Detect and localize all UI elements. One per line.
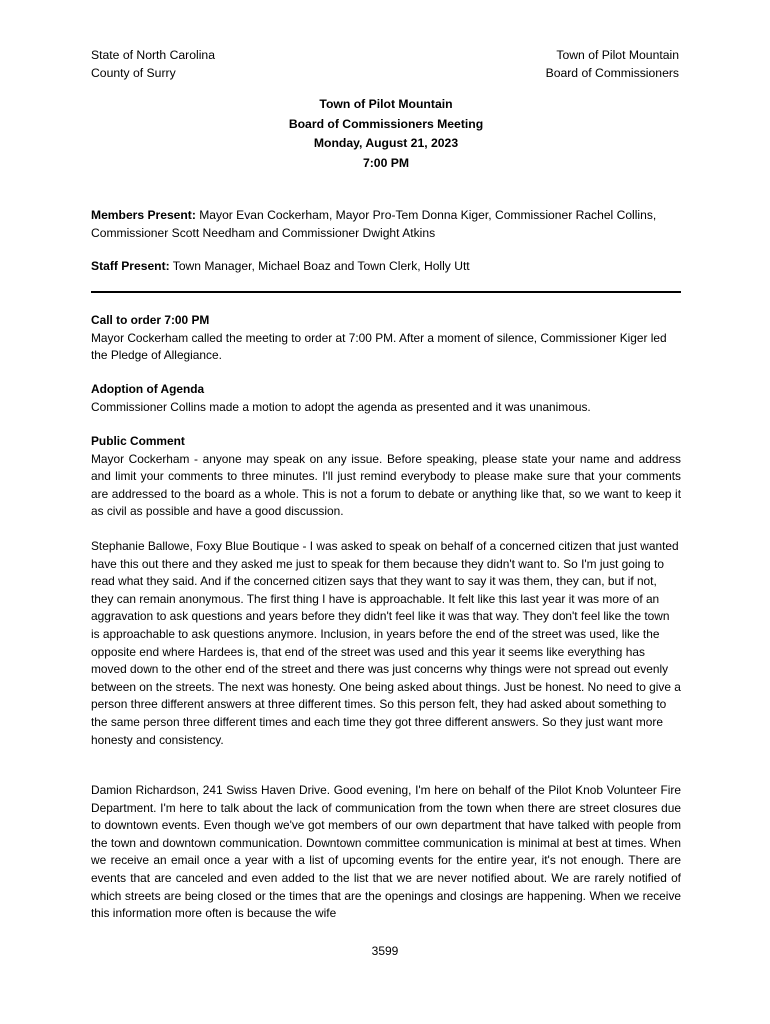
ballowe-text: Stephanie Ballowe, Foxy Blue Boutique - I was asked to speak on behalf of a concerned citizen that just wanted have this out there and they asked me just to speak for them because they didn't want to. So I'm just going to read what they said. And if the concerned citizen says that they want to say it was them, they can, but if not, they can remain anonymous. The first thing I have is approachable. It felt like this last year it was more of an aggravation to ask questions and years before they didn't feel like it was that way. They don't feel like the town is approachable to ask questions anymore. Inclusion, in years before the end of the street was used, like the opposite end where Hardees is, that end of the street was used and this year it seems like everything has moved down to the other end of the street and there was just concerns why things were not spread out evenly between on the streets. The next was honesty. One being asked about things. Just be honest. No need to give a person three different answers at three different times. So this person felt, they had asked about something to the same person three different times and each time they got three different answers. So they just want more honesty and consistency. (91, 539, 681, 747)
title-date: Monday, August 21, 2023 (313, 136, 459, 150)
board-line: Board of Commissioners (545, 66, 679, 80)
comment-ballowe (91, 538, 681, 749)
staff-label: Staff Present: (91, 259, 170, 273)
header-right (546, 46, 679, 82)
title-meeting: Board of Commissioners Meeting (288, 116, 484, 131)
page-number: 3599 (371, 944, 399, 958)
meeting-title (91, 95, 681, 173)
members-text: Mayor Evan Cockerham, Mayor Pro-Tem Donna Kiger, Commissioner Rachel Collins, Commissioner Scott Needham and Commissioner Dwight Atkins (91, 208, 657, 240)
agenda-heading: Adoption of Agenda (91, 382, 205, 396)
comment-richardson (91, 782, 681, 923)
staff-text: Town Manager, Michael Boaz and Town Clerk, Holly Utt (169, 259, 470, 273)
section-adoption-of-agenda (91, 381, 681, 416)
title-time: 7:00 PM (362, 155, 410, 170)
richardson-text: Damion Richardson, 241 Swiss Haven Drive. Good evening, I'm here on behalf of the Pilot Knob Volunteer Fire Department. I'm here to talk about the lack of communication from the town when there are street closures due to downtown events. Even though we've got members of our own department that have talked with people from the town and downtown communication. Downtown committee communication is minimal at best at times. When we receive an email once a year with a list of upcoming events for the entire year, it's not enough. There are events that are canceled and even added to the list that we are never notified about. We are rarely notified of which streets are being closed or the times that are the openings and closings are happening. When we receive this information more often is because the wife (91, 783, 681, 921)
public-comment-text: Mayor Cockerham - anyone may speak on any issue. Before speaking, please state your name and address and limit your comments to three minutes. I'll just remind everybody to please make sure that your comments are addressed to the board as a whole. This is not a forum to debate or anything like that, so we want to keep it as civil as possible and have a good discussion. (91, 451, 681, 519)
public-comment-heading: Public Comment (91, 434, 185, 448)
call-to-order-heading: Call to order 7:00 PM (91, 313, 210, 327)
call-to-order-text: Mayor Cockerham called the meeting to order at 7:00 PM. After a moment of silence, Commissioner Kiger led the Pledge of Allegiance. (91, 330, 667, 363)
town-line: Town of Pilot Mountain (556, 48, 679, 62)
state-line: State of North Carolina (91, 48, 215, 62)
section-call-to-order (91, 312, 681, 365)
members-present (91, 206, 686, 242)
members-label: Members Present: (91, 208, 196, 222)
title-town: Town of Pilot Mountain (319, 97, 453, 111)
county-line: County of Surry (91, 66, 176, 80)
staff-present (91, 257, 686, 275)
horizontal-rule (91, 291, 681, 293)
section-public-comment (91, 433, 681, 521)
agenda-text: Commissioner Collins made a motion to adopt the agenda as presented and it was unanimous. (91, 399, 591, 414)
header-left (91, 46, 215, 82)
